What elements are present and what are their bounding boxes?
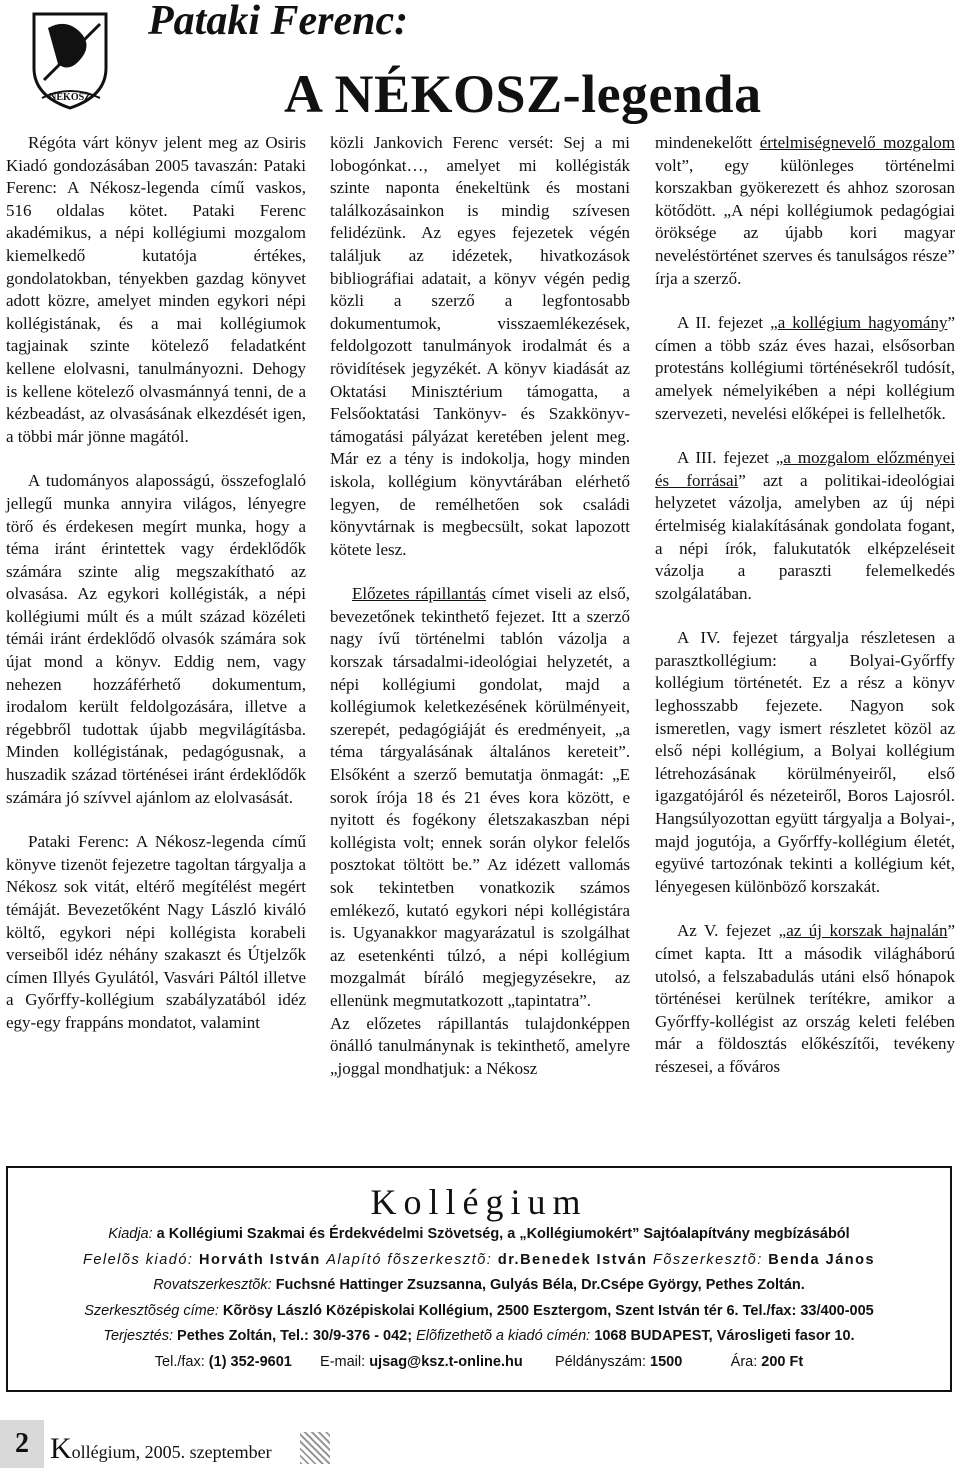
chapter-title: a mozgalom előzményei és forrásai (655, 448, 955, 490)
paragraph: A II. fejezet „a kollégium hagyomány” címen a több száz éves hazai, elsősorban protestáns kollégiumi történésekről tudósít, amelyek némelyikében a népi kollégium szervezeti, nevelési előképei is fellelhetők. (655, 313, 955, 423)
article-column-3 (655, 132, 955, 1079)
masthead-distribution-line: Terjesztés: Pethes Zoltán, Tel.: 30/9-376 - 042; Elõfizethetõ a kiadó címén: 1068 BUDAPEST, Városligeti fasor 10. (103, 1328, 855, 1344)
article-column-1 (6, 132, 306, 1035)
paragraph: közli Jankovich Ferenc versét: Sej a mi lobogónkat…, amelyet mi kollégisták szinte naponta énekeltünk és mostani találkozásainkon is mindig szívesen felidézünk. Az egyes fejezetek végén találjuk az idézetek, hivatkozások bibliográfiai adatait, a könyv végén pedig közli a szerző a legfontosabb dokumentumok, visszaemlékezések, feldolgozott tanulmányok irodalmát és a rövidítések jegyzékét. A könyv kiadását az Oktatási Minisztérium támogatta, a Felsőoktatási Tankönyv- és Szakkönyv-támogatási pályázat keretében jelent meg. Már ez a tény is indokolja, hogy minden iskola, kollégium könyvtárában elérhető legyen, de remélhetően sok családi könyvtárnak is megbecsült, sokat lapozott kötete lesz. (330, 133, 630, 559)
masthead-box (6, 1166, 952, 1392)
chapter-title: a kollégium hagyomány (777, 313, 948, 333)
masthead-contact-line: Tel./fax: (1) 352-9601 E-mail: ujsag@ksz.t-online.hu Példányszám: 1500 Ára: 200 Ft (154, 1353, 804, 1370)
chapter-title-link: Előzetes rápillantás (352, 584, 487, 604)
masthead-editors-line: Felelõs kiadó: Horváth István Alapító fõszerkesztõ: dr.Benedek István Fõszerkesztõ: Benda János (82, 1251, 876, 1268)
paragraph: Régóta várt könyv jelent meg az Osiris Kiadó gondozásában 2005 tavaszán: Pataki Ferenc: A Nékosz-legenda című vaskos, 516 oldalas kötet. Pataki Ferenc akadémikus, a népi kollégiumi mozgalom kiemelkedő kutatója értékes, gondolatokban, tényekben gazdag könyvet adott közre, amelyet minden egykori népi kollégistának, és a mai kollégiumok tagjainak szinte kötelező feladatként kellene elolvasni, tanulmányozni. Dehogy is kellene kötelező olvasmánnyá tenni, de a kézbeadást, az olvasásának elkezdését igen, a többi már jönne magától. (6, 133, 306, 446)
paragraph: A III. fejezet „a mozgalom előzményei és forrásai” azt a politikai-ideológiai helyzetet vázolja, amelyben az új népi értelmiség kialakításának gondolata fogant, a népi írók, falukutatók elképzeléseit vázolja a paraszti felemelkedés szolgálatában. (655, 448, 955, 603)
decorative-stripes (300, 1432, 330, 1464)
journal-footer: Kollégium, 2005. szeptember (50, 1432, 272, 1465)
masthead-brand: Kollégium (370, 1182, 588, 1222)
article-column-2 (330, 132, 630, 1080)
nekosz-logo (14, 6, 126, 112)
svg-text:NÉKOSZ: NÉKOSZ (49, 92, 91, 103)
paragraph: Az V. fejezet „az új korszak hajnalán” címet kapta. Itt a második világháború utolsó, a felszabadulás utáni első hónapok történései kerülnek terítékre, amikor a Győrffy-kollégist az ország keleti felében már a földosztás előkészítői, tevékeny részesei, a főváros (655, 921, 955, 1076)
paragraph: A tudományos alaposságú, összefoglaló jellegű munka annyira világos, lényegre törő és érdekesen megírt munka, hogy a téma iránt érintettek vagy érdeklődők számára szinte alig megszakítható az olvasása. Az egykori kollégisták, a népi kollégiumi múlt és a múlt század közéleti témái iránt érdeklődő olvasók számára sok újat mond a könyv. Eddig nem, vagy nehezen hozzáférhető dokumentum, irodalom került feldolgozására, illetve a régebbről tudottak újabb megvilágításba. Minden kollégistának, pedagógusnak, a huszadik század történései iránt érdeklődők számára jó szívvel ajánlom az elolvasását. (6, 471, 306, 807)
masthead-address-line: Szerkesztõség címe: Kõrösy László Középiskolai Kollégium, 2500 Esztergom, Szent István tér 6. Tel./fax: 33/400-005 (84, 1302, 874, 1319)
paragraph: Pataki Ferenc: A Nékosz-legenda című könyve tizenöt fejezetre tagoltan tárgyalja a Nékosz sok vitát, eltérő megítélést megért témáját. Bevezetőként Nagy László kiváló költő, egykori népi kollégista korabeli verseiből idéz néhány szakaszt és Útjelzők címen Illyés Gyulától, Vasvári Páltól illetve a Győrffy-kollégium szabályzatából idéz egy-egy frappáns mondatot, valamint (6, 832, 306, 1032)
paragraph: mindenekelőtt értelmiségnevelő mozgalom volt”, egy különleges történelmi korszakban gyökerezett és ahhoz szorosan kötődött. „A népi kollégiumok pedagógiai öröksége az újabb kori magyar neveléstörténet szerves és tanulságos része” írja a szerző. (655, 133, 955, 288)
chapter-title: az új korszak hajnalán (786, 921, 948, 941)
article-title: A NÉKOSZ-legenda (284, 64, 762, 124)
underlined-phrase: értelmiségnevelő mozgalom (759, 133, 955, 152)
page-number: 2 (0, 1420, 44, 1468)
paragraph: Előzetes rápillantás címet viseli az első, bevezetőnek tekinthető fejezet. Itt a szerző nagy ívű történelmi tablón vázolja a korszak társadalmi-ideológiai helyzetét, a népi kollégiumi gondolat, majd a kollégiumok keletkezésének körülményeit, szerepét, pedagógiáját és eredményeit, „a téma tárgyalásának általános kereteit”. Elsőként a szerző bemutatja önmagát: „E sorok írója 18 és 21 éves kora között, e nyitott és fogékony életszakaszban népi kollégista volt; ennek során olykor felelős posztokat töltött be.” Az idézett vallomás sok tekintetben vonatkozik számos emlékező, kutató egykori népi kollégistára is. Ugyanakkor magyarázatul is szolgálhat az esetenkénti túlzó, a népi kollégium mozgalmát bíráló megjegyzésekre, az ellenünk megmutatkozott „tapintatra”. (330, 584, 630, 1010)
article-author: Pataki Ferenc: (148, 0, 409, 44)
paragraph: Az előzetes rápillantás tulajdonképpen önálló tanulmánynak is tekinthető, amelyre „joggal mondhatjuk: a Nékosz (330, 1013, 630, 1078)
masthead-publisher-line: Kiadja: a Kollégiumi Szakmai és Érdekvédelmi Szövetség, a „Kollégiumokért” Sajtóalapítvány megbízásából (108, 1226, 850, 1242)
paragraph: A IV. fejezet tárgyalja részletesen a parasztkollégium: a Bolyai-Győrffy kollégium történetét. Ez a rész a könyv leghosszabb fejezete. Nagyon sok ismeretlen, vagy ismert részletet közöl az első népi kollégium, a Bolyai kollégium létrehozásának körülményeiről, első igazgatójáról és nézeteiről, Boros Lajosról. Hangsúlyozottan együtt tárgyalja a Bolyai-, majd jogutója, a Győrffy-kollégium életét, együvé tartozónak tekinti a kollégium két, lényegesen különböző korszakát. (655, 628, 955, 896)
masthead-section-editors-line: Rovatszerkesztõk: Fuchsné Hattinger Zsuzsanna, Gulyás Béla, Dr.Csépe György, Pethes Zoltán. (153, 1277, 805, 1293)
